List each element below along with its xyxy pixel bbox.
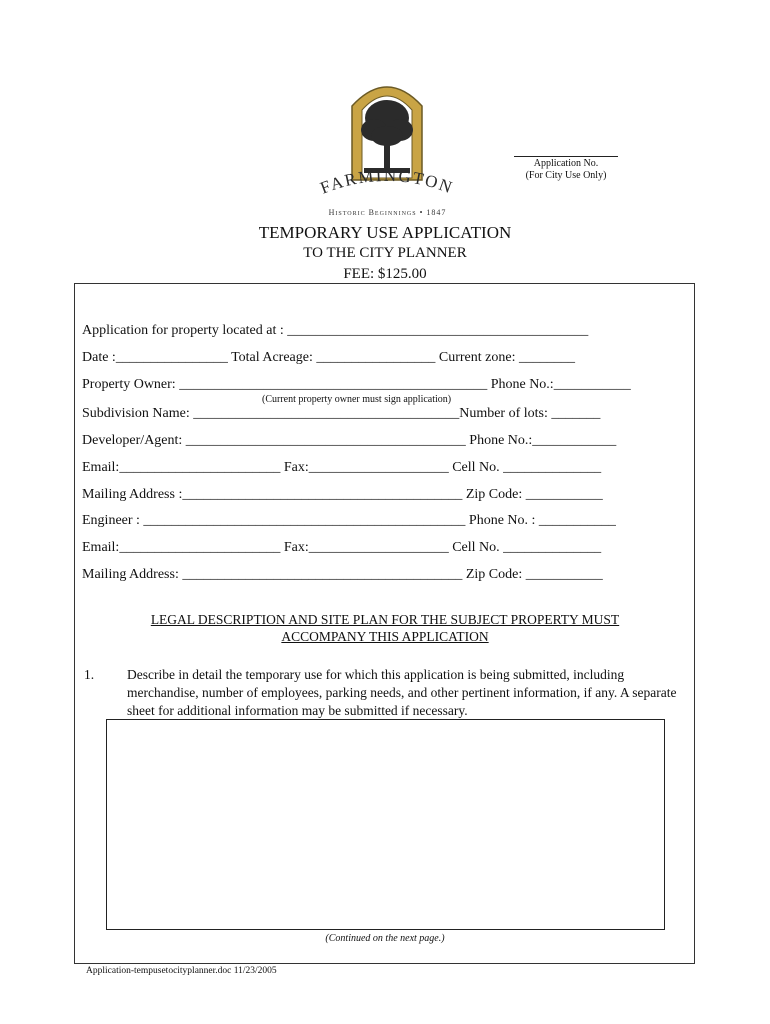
owner-sign-note: (Current property owner must sign application) (262, 394, 452, 405)
document-footer: Application-tempusetocityplanner.doc 11/23/2005 (86, 966, 277, 976)
form-title: TEMPORARY USE APPLICATION (258, 223, 512, 242)
question-text: Describe in detail the temporary use for which this application is being submitted, including merchandise, number of employees, parking needs, and other pertinent information, if any. A separate sheet for additional information may be submitted if necessary. (127, 667, 677, 718)
application-number-line[interactable] (514, 156, 618, 157)
city-use-note: (For City Use Only) (525, 170, 607, 181)
form-fee: FEE: $125.00 (343, 266, 427, 282)
question-number: 1. (84, 667, 95, 682)
logo-tagline: Historic Beginnings • 1847 (328, 208, 447, 217)
farmington-logo (300, 68, 475, 228)
engineer-email-field[interactable]: Email:_______________________ Fax:____________________ Cell No. ______________ (82, 540, 602, 555)
property-owner-field[interactable]: Property Owner: ____________________________________________ Phone No.:___________ (82, 377, 631, 392)
developer-mailing-address-field[interactable]: Mailing Address :________________________________________ Zip Code: ___________ (82, 487, 603, 502)
developer-agent-field[interactable]: Developer/Agent: ________________________________________ Phone No.:____________ (82, 433, 617, 448)
engineer-field[interactable]: Engineer : ______________________________________________ Phone No. : ___________ (82, 513, 616, 528)
legal-notice-line2: ACCOMPANY THIS APPLICATION (281, 629, 489, 644)
continued-note: (Continued on the next page.) (325, 933, 445, 944)
property-location-field[interactable]: Application for property located at : ___________________________________________ (82, 323, 589, 338)
form-subtitle: TO THE CITY PLANNER (303, 245, 467, 261)
answer-box[interactable] (106, 719, 665, 930)
svg-text:FARMINGTON (318, 166, 457, 198)
logo-name: FARMINGTON (317, 165, 457, 198)
legal-notice-line1: LEGAL DESCRIPTION AND SITE PLAN FOR THE SUBJECT PROPERTY MUST (150, 612, 620, 627)
date-acreage-zone-field[interactable]: Date :________________ Total Acreage: _________________ Current zone: ________ (82, 350, 575, 365)
engineer-mailing-address-field[interactable]: Mailing Address: ________________________________________ Zip Code: ___________ (82, 567, 603, 582)
subdivision-field[interactable]: Subdivision Name: ______________________________________Number of lots: _______ (82, 406, 601, 421)
developer-email-field[interactable]: Email:_______________________ Fax:____________________ Cell No. ______________ (82, 460, 602, 475)
application-number-text: Application No. (533, 158, 599, 169)
application-number-label (500, 158, 632, 182)
